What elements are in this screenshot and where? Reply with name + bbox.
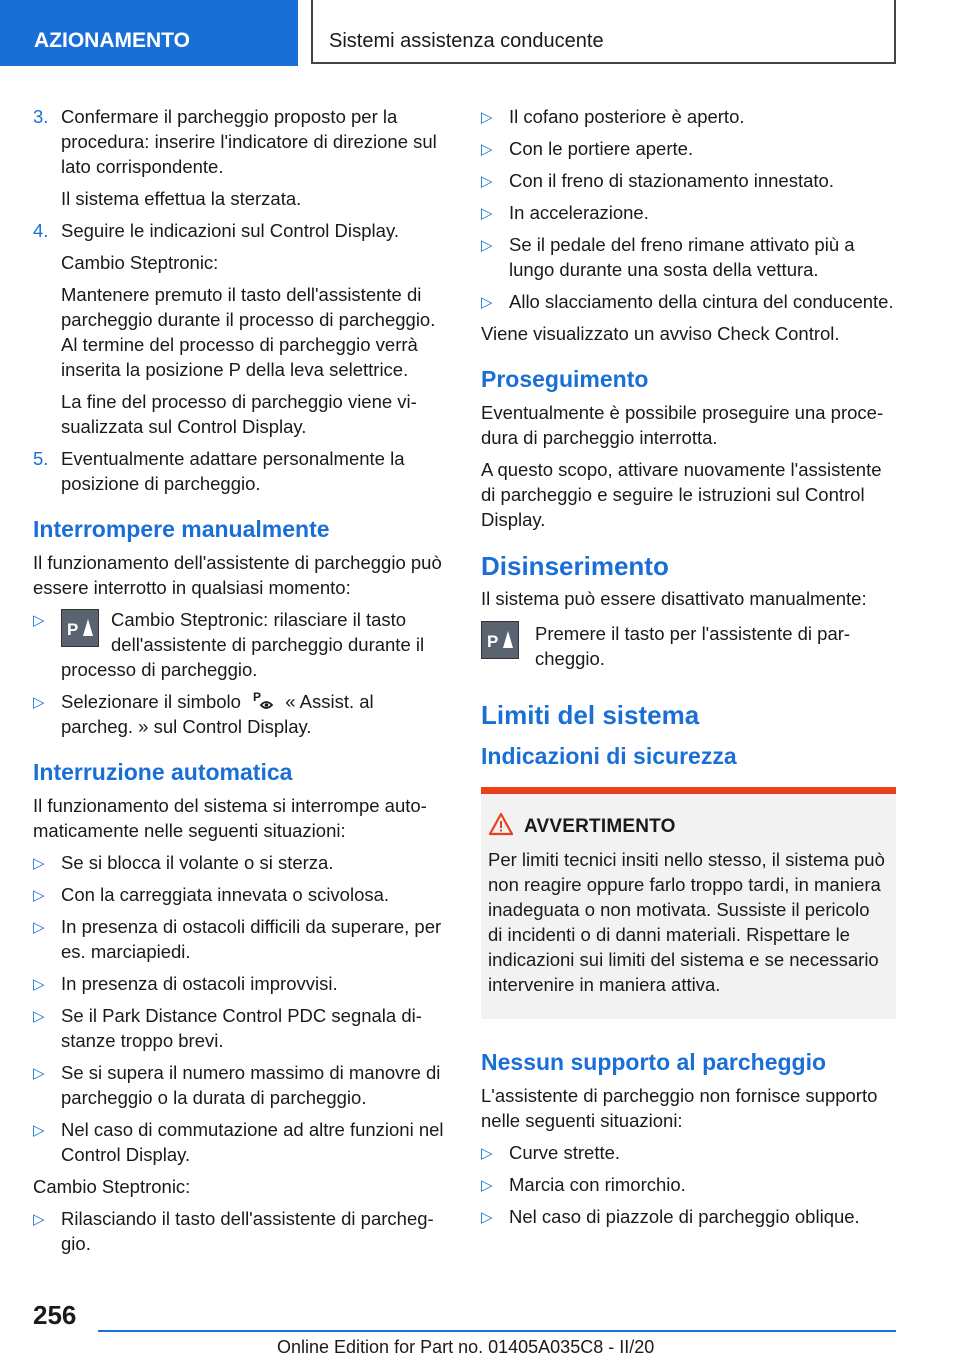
warning-text: Per limiti tecnici insiti nello stesso, il sistema può non reagire oppure farlo troppo tardi, in maniera inadeguata o non motivata. Sussiste il pericolo di incidenti o di danni materiali. Rispettare le indicazioni sui limiti del sistema e se necessario intervenire in maniera attiva. [488, 849, 885, 995]
list-item-text: Nel caso di piazzole di parcheggio oblique. [509, 1206, 860, 1227]
warning-title-text: AVVERTIMENTO [524, 816, 676, 837]
park-assist-button-icon: P [61, 609, 99, 647]
list-item [33, 1060, 449, 1110]
step-text: Seguire le indicazioni sul Control Display. [61, 220, 399, 241]
list-item-text: Con il freno di stazionamento innestato. [509, 170, 834, 191]
list-item-text: Il cofano posteriore è aperto. [509, 106, 745, 127]
list-item-text: In presenza di ostacoli difficili da superare, per es. marciapiedi. [61, 916, 442, 962]
paragraph: Il funzionamento dell'assistente di parcheggio può essere interrotto in qualsiasi momento: [33, 552, 442, 598]
heading-no-support: Nessun supporto al parcheggio [481, 1049, 827, 1075]
list-item [33, 1117, 449, 1167]
triangle-bullet-icon: ▷ [481, 1145, 493, 1162]
list-item [481, 289, 896, 314]
list-item [481, 1204, 896, 1229]
list-item [33, 850, 449, 875]
heading-manual-stop: Interrompere manualmente [33, 516, 330, 542]
triangle-bullet-icon: ▷ [33, 694, 45, 711]
edition-note: Online Edition for Part no. 01405A035C8 - II/20 [277, 1337, 655, 1357]
list-item-text: Se si blocca il volante o si sterza. [61, 852, 334, 873]
warning-title [524, 814, 889, 839]
deactivation-instruction [481, 621, 896, 671]
list-item-text: Se si supera il numero massimo di manovre di parcheggio o la durata di parcheggio. [61, 1062, 441, 1108]
triangle-bullet-icon: ▷ [481, 294, 493, 311]
list-item [33, 971, 449, 996]
left-column [33, 104, 449, 1263]
list-item-text: Cambio Steptronic: rilasciare il tasto dell'assistente di parcheggio durante il processo di parcheggio. [61, 609, 425, 680]
chapter-title: Sistemi assistenza conducente [311, 0, 896, 64]
heading-continue: Proseguimento [481, 366, 649, 392]
list-item-text: Se il pedale del freno rimane attivato più a lungo durante una sosta della vettura. [509, 234, 855, 280]
triangle-bullet-icon: ▷ [481, 173, 493, 190]
step-sub: La fine del processo di parcheggio viene visualizzata sul Control Display. [61, 391, 417, 437]
step-sub: Il sistema effettua la sterzata. [61, 188, 302, 209]
heading-auto-stop: Interruzione automatica [33, 759, 293, 785]
triangle-bullet-icon: ▷ [33, 919, 45, 936]
triangle-bullet-icon: ▷ [481, 237, 493, 254]
step-number: 3. [33, 106, 49, 127]
page-number: 256 [33, 1300, 77, 1330]
list-item-text: Allo slacciamento della cintura del conducente. [509, 291, 894, 312]
warning-box [481, 787, 896, 1019]
triangle-bullet-icon: ▷ [481, 205, 493, 222]
step-number: 5. [33, 448, 49, 469]
paragraph: Eventualmente è possibile proseguire una procedura di parcheggio interrotta. [481, 402, 884, 448]
park-assist-button-icon: P [481, 621, 519, 659]
list-item [481, 1140, 896, 1165]
triangle-bullet-icon: ▷ [481, 1177, 493, 1194]
park-assist-symbol-icon [252, 689, 274, 711]
triangle-bullet-icon: ▷ [33, 1122, 45, 1139]
step-5 [33, 446, 449, 496]
paragraph: Cambio Steptronic: [33, 1176, 191, 1197]
footer-divider [98, 1330, 896, 1332]
list-item [33, 1206, 449, 1256]
list-item [481, 168, 896, 193]
list-item [481, 232, 896, 282]
list-item-text: Con la carreggiata innevata o scivolosa. [61, 884, 390, 905]
triangle-bullet-icon: ▷ [33, 1211, 45, 1228]
step-text: Eventualmente adattare personalmente la posizione di parcheggio. [61, 448, 405, 494]
right-column [481, 104, 896, 1236]
list-item [481, 104, 896, 129]
heading-system-limits: Limiti del sistema [481, 700, 700, 730]
step-3 [33, 104, 449, 179]
step-number: 4. [33, 220, 49, 241]
section-tab: AZIONAMENTO [0, 0, 298, 66]
triangle-bullet-icon: ▷ [33, 887, 45, 904]
list-item-text: In presenza di ostacoli improvvisi. [61, 973, 338, 994]
warning-triangle-icon [488, 812, 514, 836]
step-text: Confermare il parcheggio proposto per la procedura: inserire l'indicatore di direzione sul lato corrispondente. [61, 106, 437, 177]
step-sub: Mantenere premuto il tasto dell'assistente di parcheggio durante il processo di parcheggio. Al termine del processo di parcheggio verrà inserita la posizione P della leva selettrice. [61, 284, 436, 380]
list-item [481, 200, 896, 225]
paragraph: Il sistema può essere disattivato manualmente: [481, 588, 867, 609]
list-item-text: Con le portiere aperte. [509, 138, 694, 159]
triangle-bullet-icon: ▷ [33, 1065, 45, 1082]
instruction-text: Premere il tasto per l'assistente di parcheggio. [535, 623, 851, 669]
list-item-text: Rilasciando il tasto dell'assistente di parcheggio. [61, 1208, 434, 1254]
heading-safety: Indicazioni di sicurezza [481, 743, 737, 769]
triangle-bullet-icon: ▷ [481, 1209, 493, 1226]
triangle-bullet-icon: ▷ [33, 612, 45, 629]
triangle-bullet-icon: ▷ [481, 141, 493, 158]
list-item [33, 882, 449, 907]
triangle-bullet-icon: ▷ [481, 109, 493, 126]
heading-deactivation: Disinserimento [481, 551, 669, 581]
list-item [481, 1172, 896, 1197]
list-item [33, 607, 449, 682]
list-item-text: Curve strette. [509, 1142, 621, 1163]
list-item-text: In accelerazione. [509, 202, 649, 223]
paragraph: Viene visualizzato un avviso Check Control. [481, 323, 840, 344]
step-sub: Cambio Steptronic: [61, 252, 219, 273]
triangle-bullet-icon: ▷ [33, 855, 45, 872]
list-item-text: Selezionare il simbolo [61, 691, 241, 712]
paragraph: A questo scopo, attivare nuovamente l'assistente di parcheggio e seguire le istruzioni sul Control Display. [481, 459, 882, 530]
step-4 [33, 218, 449, 243]
triangle-bullet-icon: ▷ [33, 976, 45, 993]
triangle-bullet-icon: ▷ [33, 1008, 45, 1025]
list-item-text: Marcia con rimorchio. [509, 1174, 686, 1195]
paragraph: Il funzionamento del sistema si interrompe automaticamente nelle seguenti situazioni: [33, 795, 427, 841]
svg-text:P: P [253, 690, 262, 704]
list-item [481, 136, 896, 161]
list-item-text: Se il Park Distance Control PDC segnala distanze troppo brevi. [61, 1005, 422, 1051]
paragraph: L'assistente di parcheggio non fornisce supporto nelle seguenti situazioni: [481, 1085, 878, 1131]
list-item-text: Nel caso di commutazione ad altre funzioni nel Control Display. [61, 1119, 444, 1165]
list-item-text: « Assist. al parcheg. » sul Control Display. [61, 691, 374, 737]
list-item [33, 1003, 449, 1053]
list-item [33, 914, 449, 964]
list-item [33, 689, 449, 739]
